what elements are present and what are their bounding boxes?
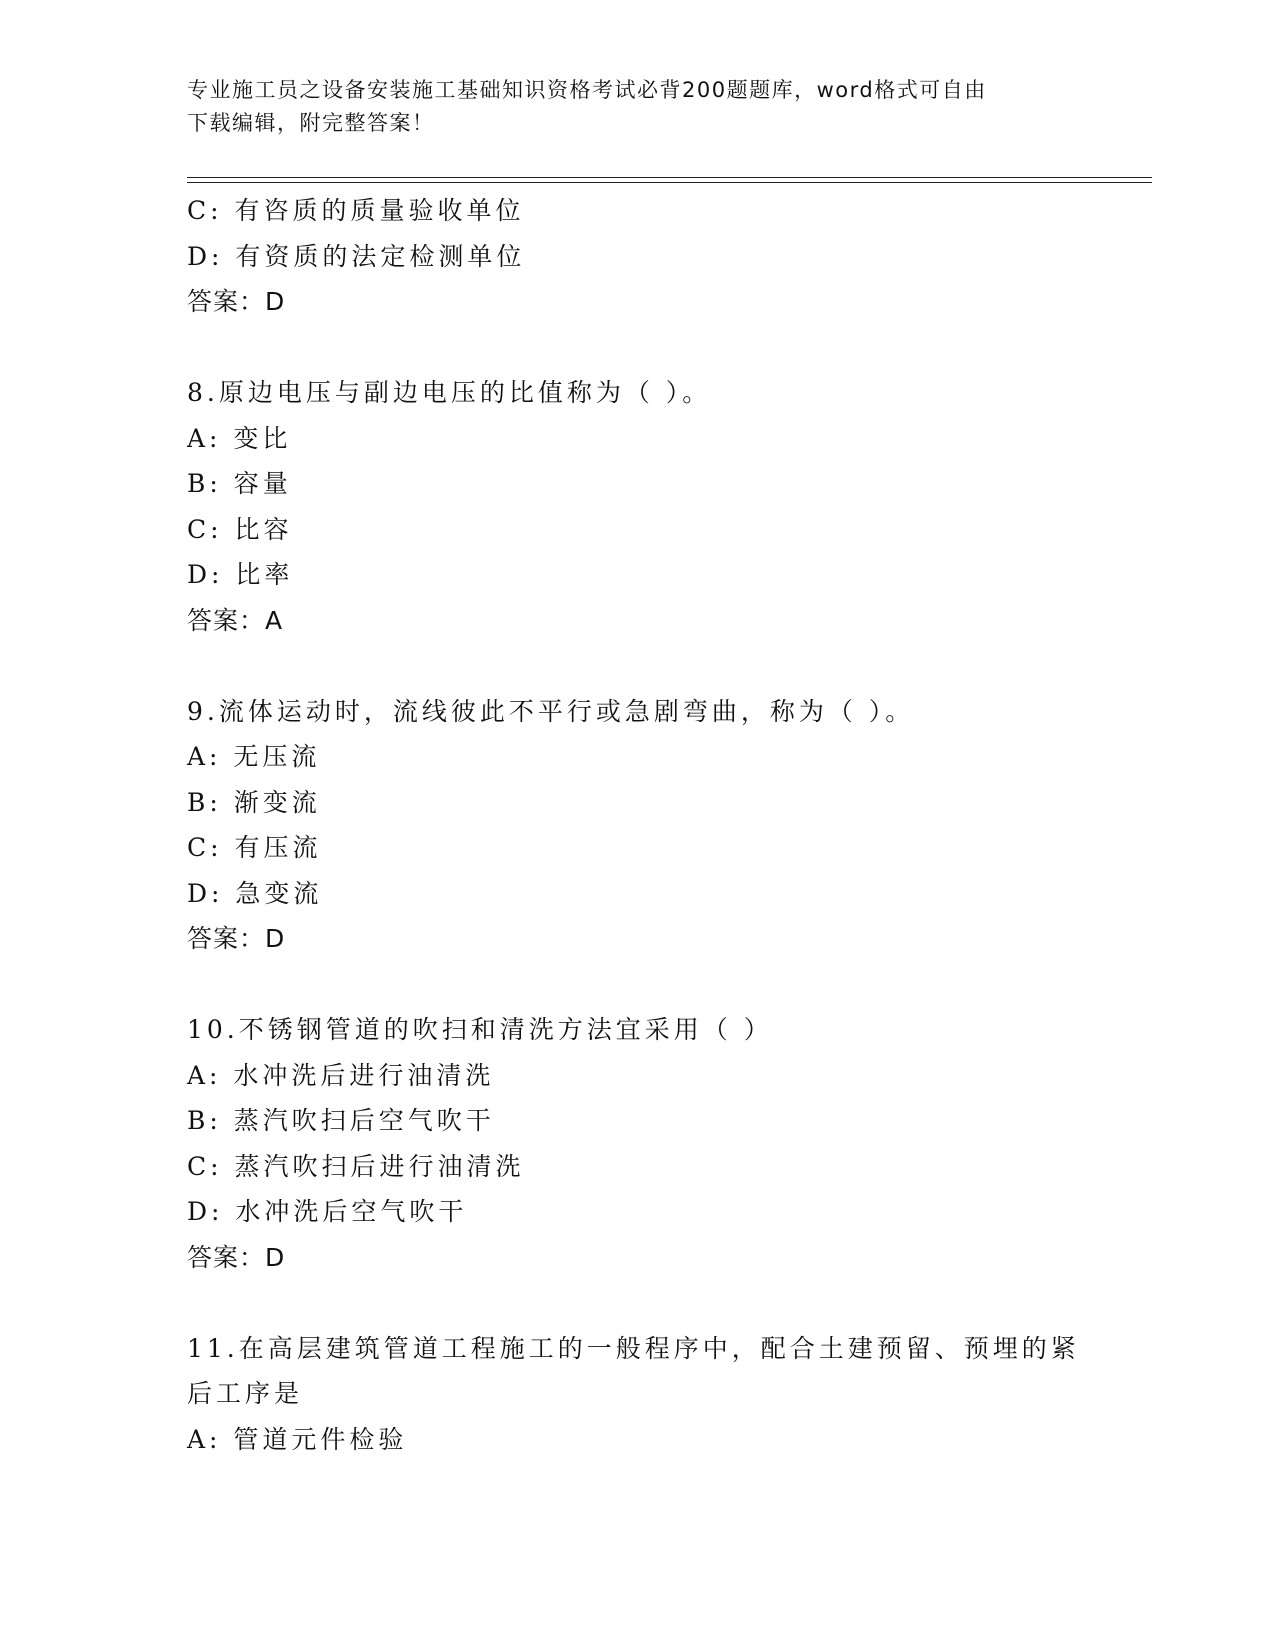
- answer: 答案：A: [187, 605, 284, 635]
- option-a: A: 水冲洗后进行油清洗: [187, 1060, 495, 1090]
- spacer: [187, 325, 1067, 371]
- question-block-9: [187, 689, 1067, 962]
- question-list: [187, 188, 1080, 1462]
- header-divider: [187, 177, 1152, 178]
- spacer: [187, 962, 1067, 1008]
- option-c: C: 有压流: [187, 833, 322, 862]
- question-block-7: [187, 188, 1067, 325]
- option-a: A: 变比: [187, 423, 292, 453]
- option-c: C: 比容: [187, 514, 293, 544]
- option-c: C: 有咨质的质量验收单位: [187, 196, 525, 225]
- question-text: 10.不锈钢管道的吹扫和清洗方法宜采用（ ）: [187, 1015, 773, 1044]
- header-line-2: 下载编辑，附完整答案！: [187, 111, 435, 135]
- answer: 答案：D: [187, 924, 286, 953]
- answer: 答案：D: [187, 287, 286, 316]
- answer: 答案：D: [187, 1242, 286, 1272]
- question-text: 9.流体运动时，流线彼此不平行或急剧弯曲，称为（ ）。: [187, 696, 915, 726]
- header-divider-secondary: [187, 182, 1152, 183]
- header-line-1: 专业施工员之设备安装施工基础知识资格考试必背200题题库，word格式可自由: [187, 78, 987, 102]
- option-d: D: 有资质的法定检测单位: [187, 241, 526, 271]
- spacer: [187, 643, 1067, 689]
- spacer: [187, 1280, 1067, 1326]
- question-text-line-1: 11.在高层建筑管道工程施工的一般程序中，配合土建预留、预埋的紧: [187, 1333, 1080, 1363]
- option-a: A: 管道元件检验: [187, 1424, 408, 1454]
- option-d: D: 比率: [187, 560, 294, 589]
- document-header: [187, 74, 1067, 140]
- option-c: C: 蒸汽吹扫后进行油清洗: [187, 1151, 525, 1181]
- option-d: D: 急变流: [187, 878, 323, 908]
- question-text: 8.原边电压与副边电压的比值称为（ ）。: [187, 378, 712, 407]
- option-b: B: 容量: [187, 469, 292, 498]
- option-a: A: 无压流: [187, 742, 321, 771]
- question-text-line-2: 后工序是: [187, 1379, 304, 1408]
- question-block-11: [187, 1326, 1080, 1463]
- question-block-10: [187, 1007, 1067, 1280]
- option-b: B: 渐变流: [187, 787, 321, 817]
- option-b: B: 蒸汽吹扫后空气吹干: [187, 1106, 495, 1135]
- question-block-8: [187, 370, 1067, 643]
- option-d: D: 水冲洗后空气吹干: [187, 1197, 468, 1226]
